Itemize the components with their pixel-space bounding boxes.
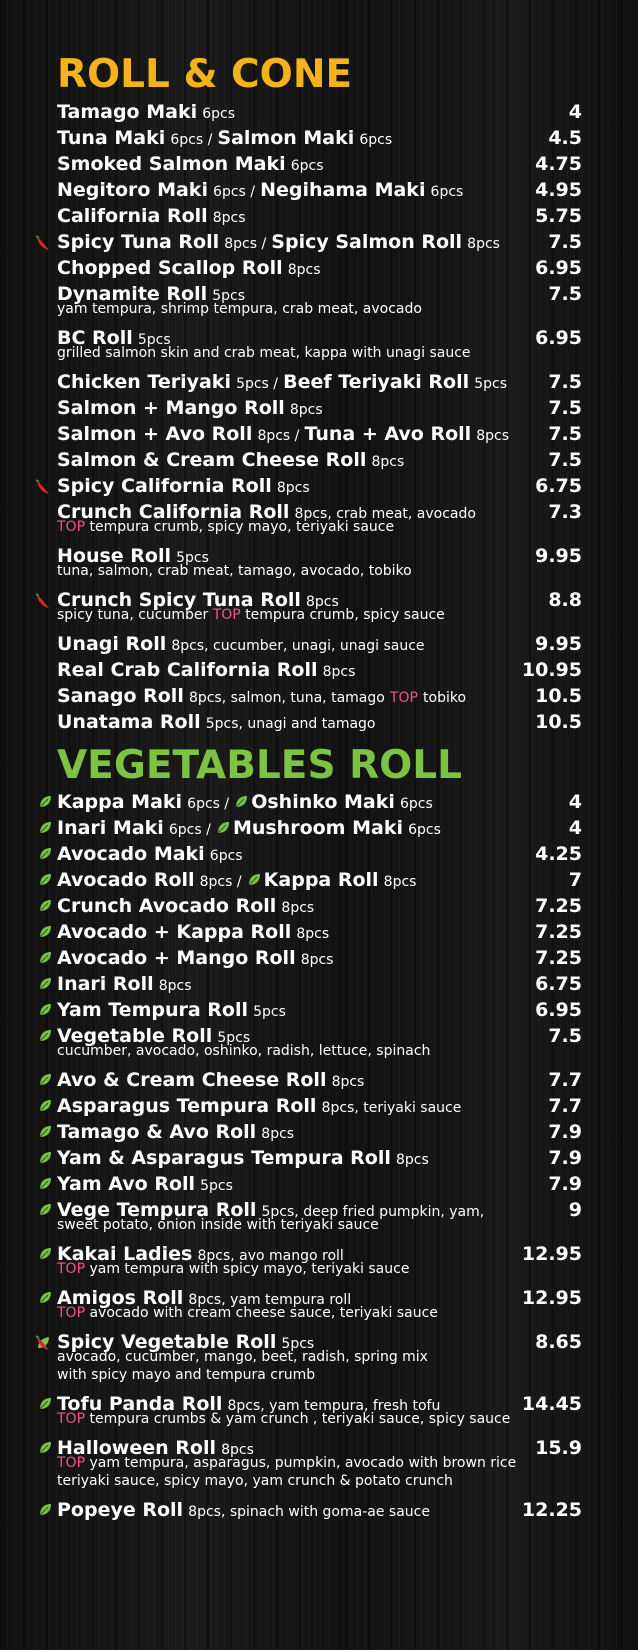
top-label: TOP	[57, 519, 86, 535]
item-detail: 6pcs /	[213, 184, 255, 200]
leaf-icon	[38, 873, 52, 887]
item-name-alt: Tuna + Avo Roll	[304, 423, 472, 445]
item-detail: 8pcs	[289, 402, 323, 418]
item-description	[57, 1454, 516, 1473]
item-description-cont: with spicy mayo and tempura crumb	[57, 1367, 316, 1383]
item-price: 7.25	[535, 921, 582, 943]
description-prefix: spicy tuna, cucumber	[57, 607, 209, 623]
leaf-icon	[38, 1151, 52, 1165]
leaf-icon	[216, 821, 230, 835]
item-detail: 6pcs	[209, 848, 243, 864]
leaf-icon	[38, 1291, 52, 1305]
item-price: 7.5	[548, 423, 582, 445]
item-name: Tamago Maki	[57, 101, 198, 123]
item-price: 8.65	[535, 1331, 582, 1353]
item-detail: 8pcs	[322, 664, 356, 680]
top-label: TOP	[57, 1305, 86, 1321]
item-price: 7.25	[535, 947, 582, 969]
item-line	[57, 631, 425, 659]
item-description	[57, 518, 394, 537]
item-price: 10.5	[535, 685, 582, 707]
item-detail-alt: 6pcs	[408, 822, 441, 838]
item-line	[57, 99, 235, 127]
item-name: Avocado Roll	[57, 869, 195, 891]
item-line	[57, 893, 314, 921]
leaf-icon	[38, 1203, 52, 1217]
item-detail: 5pcs, deep fried pumpkin, yam,	[261, 1204, 485, 1220]
item-line	[57, 683, 466, 711]
description-text: yam tempura, asparagus, pumpkin, avocado with brown rice	[89, 1455, 517, 1471]
item-price: 7.5	[548, 449, 582, 471]
item-detail: 5pcs	[217, 1030, 251, 1046]
item-detail: 8pcs	[331, 1074, 365, 1090]
item-line	[57, 369, 507, 397]
leaf-icon	[38, 1441, 52, 1455]
item-price: 12.95	[521, 1243, 582, 1265]
item-price: 4	[568, 101, 582, 123]
item-name: Crunch Spicy Tuna Roll	[57, 589, 301, 611]
item-detail-alt: 8pcs	[467, 236, 500, 252]
leaf-icon	[38, 1029, 52, 1043]
description-text: yam tempura, shrimp tempura, crab meat, avocado	[57, 301, 422, 317]
item-price: 10.95	[521, 659, 582, 681]
description-text: yam tempura with spicy mayo, teriyaki sauce	[89, 1261, 410, 1277]
item-line	[57, 229, 500, 257]
item-line	[57, 151, 324, 179]
item-description	[57, 1348, 428, 1367]
item-detail: 5pcs	[176, 550, 209, 566]
item-detail: 8pcs	[158, 978, 192, 994]
leaf-icon	[38, 977, 52, 991]
item-name: Sanago Roll	[57, 685, 184, 707]
chili-pepper-icon	[34, 234, 52, 252]
leaf-icon	[38, 1247, 52, 1261]
item-line	[57, 1497, 430, 1525]
item-name: Yam & Asparagus Tempura Roll	[57, 1147, 391, 1169]
item-name: Popeye Roll	[57, 1499, 184, 1521]
item-detail: 8pcs, salmon, tuna, tamago	[188, 690, 385, 706]
item-detail-alt: 6pcs	[430, 184, 464, 200]
item-name: Negitoro Maki	[57, 179, 208, 201]
item-name-alt: Mushroom Maki	[232, 817, 403, 839]
item-name: Chopped Scallop Roll	[57, 257, 283, 279]
item-price: 9.95	[535, 633, 582, 655]
leaf-icon	[38, 847, 52, 861]
item-detail: 8pcs /	[257, 428, 300, 444]
item-name: Real Crab California Roll	[57, 659, 318, 681]
item-description	[57, 1410, 510, 1429]
item-name: Yam Tempura Roll	[57, 999, 249, 1021]
leaf-icon	[38, 1073, 52, 1087]
leaf-icon	[38, 899, 52, 913]
item-description	[57, 1216, 379, 1235]
item-price: 6.75	[535, 475, 582, 497]
item-name: Chicken Teriyaki	[57, 371, 231, 393]
leaf-icon	[234, 795, 248, 809]
item-detail: 8pcs, yam tempura roll	[188, 1292, 352, 1308]
description-text: tempura crumb, spicy mayo, teriyaki sauce	[89, 519, 395, 535]
item-name: Salmon + Mango Roll	[57, 397, 285, 419]
item-price: 12.95	[521, 1287, 582, 1309]
leaf-icon	[38, 1003, 52, 1017]
item-name: Dynamite Roll	[57, 283, 208, 305]
item-detail: 8pcs	[261, 1126, 295, 1142]
item-line	[57, 1171, 233, 1199]
item-price: 4.5	[548, 127, 582, 149]
item-detail: 6pcs	[202, 106, 235, 122]
description-text: avocado with cream cheese sauce, teriyaki sauce	[89, 1305, 438, 1321]
item-price: 14.45	[521, 1393, 582, 1415]
item-line	[57, 709, 375, 737]
item-name: Amigos Roll	[57, 1287, 184, 1309]
item-name: Unagi Roll	[57, 633, 167, 655]
item-detail: 8pcs	[281, 900, 315, 916]
item-price: 7.3	[548, 501, 582, 523]
item-line	[57, 841, 243, 869]
item-name: Avo & Cream Cheese Roll	[57, 1069, 327, 1091]
item-price: 7	[568, 869, 582, 891]
item-price: 4.75	[535, 153, 582, 175]
item-price: 7.5	[548, 283, 582, 305]
item-detail-alt: 8pcs	[476, 428, 510, 444]
item-price: 6.95	[535, 327, 582, 349]
item-price: 7.7	[548, 1095, 582, 1117]
item-detail: 8pcs, yam tempura, fresh tofu	[227, 1398, 441, 1414]
item-name: BC Roll	[57, 327, 133, 349]
description-text: avocado, cucumber, mango, beet, radish, spring mix	[57, 1349, 428, 1365]
item-name: Halloween Roll	[57, 1437, 216, 1459]
item-line	[57, 1119, 294, 1147]
description-text: cucumber, avocado, oshinko, radish, lettuce, spinach	[57, 1043, 431, 1059]
item-line	[57, 971, 192, 999]
item-line	[57, 945, 333, 973]
item-description	[57, 1260, 409, 1279]
item-line	[57, 421, 509, 449]
item-name: Tamago & Avo Roll	[57, 1121, 257, 1143]
item-line	[57, 657, 355, 685]
item-price: 7.25	[535, 895, 582, 917]
item-line	[57, 1093, 461, 1121]
item-price: 9	[568, 1199, 582, 1221]
item-detail-alt: 6pcs	[359, 132, 393, 148]
item-line	[57, 1067, 364, 1095]
leaf-icon	[38, 951, 52, 965]
item-name: Smoked Salmon Maki	[57, 153, 286, 175]
item-name: House Roll	[57, 545, 171, 567]
item-detail: 5pcs	[212, 288, 245, 304]
item-line	[57, 203, 246, 231]
description-text: tuna, salmon, crab meat, tamago, avocado, tobiko	[57, 563, 412, 579]
item-name: Asparagus Tempura Roll	[57, 1095, 317, 1117]
item-detail: 8pcs	[296, 926, 330, 942]
item-line	[57, 447, 404, 475]
item-line	[57, 867, 416, 895]
item-name: Yam Avo Roll	[57, 1173, 196, 1195]
item-detail: 6pcs /	[170, 132, 213, 148]
item-price: 4	[568, 791, 582, 813]
item-detail: 8pcs	[221, 1442, 254, 1458]
item-name: Salmon & Cream Cheese Roll	[57, 449, 367, 471]
item-price: 4.25	[535, 843, 582, 865]
item-detail: 6pcs /	[168, 822, 211, 838]
veg-section-title: VEGETABLES ROLL	[57, 743, 463, 788]
item-name: Avocado + Mango Roll	[57, 947, 296, 969]
leaf-icon	[38, 1125, 52, 1139]
item-name: Spicy Tuna Roll	[57, 231, 220, 253]
item-detail: 8pcs	[371, 454, 405, 470]
roll-section-title: ROLL & CONE	[57, 52, 353, 97]
top-label: TOP	[389, 690, 418, 706]
item-price: 7.9	[548, 1121, 582, 1143]
item-price: 7.9	[548, 1147, 582, 1169]
item-price: 7.5	[548, 1025, 582, 1047]
description-text: grilled salmon skin and crab meat, kappa with unagi sauce	[57, 345, 471, 361]
item-detail: 8pcs, avo mango roll	[197, 1248, 344, 1264]
item-line	[57, 177, 463, 205]
item-detail-alt: 6pcs	[400, 796, 433, 812]
chili-pepper-icon	[34, 478, 52, 496]
item-line	[57, 255, 321, 283]
top-label: TOP	[212, 607, 241, 623]
item-name: Spicy Vegetable Roll	[57, 1331, 277, 1353]
item-detail: 5pcs	[253, 1004, 286, 1020]
item-name: Avocado Maki	[57, 843, 205, 865]
item-price: 12.25	[521, 1499, 582, 1521]
item-price: 9.95	[535, 545, 582, 567]
item-name: Spicy California Roll	[57, 475, 272, 497]
top-label: TOP	[57, 1411, 86, 1427]
item-detail: 6pcs	[290, 158, 324, 174]
item-line	[57, 1145, 429, 1173]
chili-leaf-icon	[34, 1334, 52, 1352]
item-name: Inari Maki	[57, 817, 164, 839]
item-name: California Roll	[57, 205, 208, 227]
leaf-icon	[38, 821, 52, 835]
item-line	[57, 395, 323, 423]
item-name: Salmon + Avo Roll	[57, 423, 253, 445]
item-line	[57, 789, 433, 817]
item-name: Crunch California Roll	[57, 501, 290, 523]
item-detail: 8pcs	[300, 952, 334, 968]
item-detail: 8pcs, teriyaki sauce	[321, 1100, 462, 1116]
item-detail: 5pcs	[281, 1336, 315, 1352]
item-description	[57, 344, 471, 363]
item-description-cont: teriyaki sauce, spicy mayo, yam crunch & potato crunch	[57, 1473, 453, 1489]
item-description	[57, 562, 412, 581]
item-detail: 5pcs	[137, 332, 171, 348]
item-detail: 8pcs /	[224, 236, 267, 252]
item-price: 7.5	[548, 397, 582, 419]
item-detail: 8pcs	[395, 1152, 429, 1168]
leaf-icon	[247, 873, 261, 887]
item-name: Crunch Avocado Roll	[57, 895, 277, 917]
description-text: sweet potato, onion inside with teriyaki sauce	[57, 1217, 379, 1233]
item-price: 15.9	[535, 1437, 582, 1459]
top-label: TOP	[57, 1261, 86, 1277]
item-detail: 8pcs	[306, 594, 339, 610]
item-description	[57, 1042, 430, 1061]
item-detail: 8pcs	[287, 262, 321, 278]
item-name: Kappa Maki	[57, 791, 183, 813]
item-description	[57, 606, 445, 625]
item-detail: 8pcs	[212, 210, 246, 226]
item-detail: 8pcs, cucumber, unagi, unagi sauce	[171, 638, 425, 654]
item-detail: 5pcs, unagi and tamago	[205, 716, 376, 732]
item-line	[57, 919, 329, 947]
item-price: 7.5	[548, 231, 582, 253]
description-text: tempura crumbs & yam crunch , teriyaki sauce, spicy sauce	[89, 1411, 511, 1427]
item-detail: 8pcs, spinach with goma-ae sauce	[188, 1504, 430, 1520]
item-detail: 6pcs /	[187, 796, 230, 812]
item-name: Unatama Roll	[57, 711, 201, 733]
item-name-alt: Salmon Maki	[217, 127, 355, 149]
item-price: 5.75	[535, 205, 582, 227]
leaf-icon	[38, 1503, 52, 1517]
item-price: 6.95	[535, 999, 582, 1021]
item-topping: tobiko	[423, 690, 467, 706]
item-name-alt: Negihama Maki	[260, 179, 426, 201]
item-name: Vege Tempura Roll	[57, 1199, 257, 1221]
item-price: 4.95	[535, 179, 582, 201]
item-name: Tofu Panda Roll	[57, 1393, 223, 1415]
item-name: Inari Roll	[57, 973, 154, 995]
item-price: 6.95	[535, 257, 582, 279]
item-name-alt: Kappa Roll	[263, 869, 379, 891]
leaf-icon	[38, 1099, 52, 1113]
item-name: Tuna Maki	[57, 127, 166, 149]
item-name: Vegetable Roll	[57, 1025, 213, 1047]
top-label: TOP	[57, 1455, 86, 1471]
item-detail: 8pcs, crab meat, avocado	[294, 506, 476, 522]
item-line	[57, 125, 392, 153]
item-detail-alt: 8pcs	[383, 874, 417, 890]
leaf-icon	[38, 795, 52, 809]
item-line	[57, 473, 310, 501]
description-text: tempura crumb, spicy sauce	[245, 607, 445, 623]
item-price: 10.5	[535, 711, 582, 733]
item-price: 7.9	[548, 1173, 582, 1195]
item-price: 7.5	[548, 371, 582, 393]
chili-pepper-icon	[34, 592, 52, 610]
leaf-icon	[38, 925, 52, 939]
item-description	[57, 1304, 438, 1323]
item-line	[57, 997, 286, 1025]
leaf-icon	[38, 1177, 52, 1191]
item-name: Kakai Ladies	[57, 1243, 193, 1265]
item-name-alt: Oshinko Maki	[251, 791, 395, 813]
item-detail-alt: 5pcs	[474, 376, 508, 392]
item-price: 7.7	[548, 1069, 582, 1091]
item-description	[57, 300, 422, 319]
item-price: 8.8	[548, 589, 582, 611]
item-name-alt: Beef Teriyaki Roll	[283, 371, 470, 393]
item-detail: 5pcs	[200, 1178, 233, 1194]
leaf-icon	[38, 1397, 52, 1411]
item-name: Avocado + Kappa Roll	[57, 921, 292, 943]
item-detail: 8pcs	[276, 480, 310, 496]
item-price: 4	[568, 817, 582, 839]
item-detail: 8pcs /	[199, 874, 242, 890]
item-line	[57, 815, 441, 843]
item-name-alt: Spicy Salmon Roll	[271, 231, 463, 253]
item-price: 6.75	[535, 973, 582, 995]
item-detail: 5pcs /	[236, 376, 279, 392]
